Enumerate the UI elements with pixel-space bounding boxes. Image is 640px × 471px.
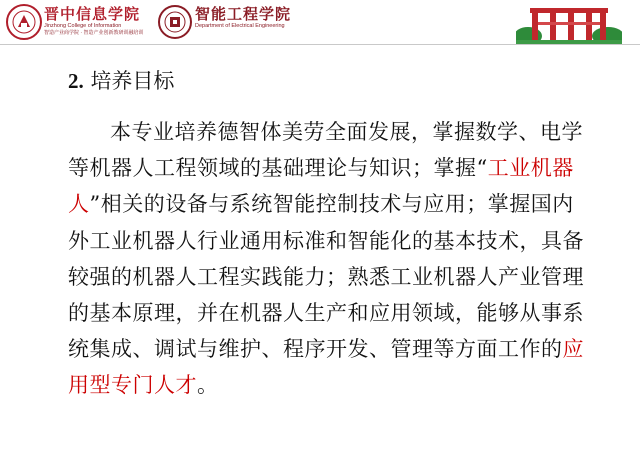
department-logo (195, 6, 305, 30)
paragraph-text-2: ”相关的设备与系统智能控制技术与应用；掌握国内外工业机器人行业通用标准和智能化的基本技术，具备较强的机器人工程实践能力；熟悉工业机器人产业管理的基本原理，并在机器人生产和应用领域，能够从事系统集成、调试与维护、程序开发、管理等方面工作的 (68, 192, 584, 362)
highlight-industrial-robot: 工业机器人 (68, 156, 574, 217)
campus-building-illustration (516, 2, 622, 44)
college-seal-icon (5, 3, 43, 41)
training-objective-paragraph (68, 114, 584, 404)
college-name-en: Jinzhong College of Information (44, 23, 122, 29)
college-tagline: 智造产业商学院 · 智造产业创新教研训融培训 (44, 30, 144, 36)
highlight-applied-talent: 应用型专门人才 (68, 337, 584, 398)
section-heading (68, 67, 174, 95)
header-divider (0, 44, 640, 45)
college-logo (44, 6, 154, 36)
college-name-cn: 晋中信息学院 (44, 5, 141, 23)
header-bar (0, 0, 640, 44)
department-name-cn: 智能工程学院 (195, 5, 292, 23)
department-seal-icon (157, 4, 193, 40)
section-number: 2. (68, 69, 84, 93)
section-title: 培养目标 (90, 69, 175, 93)
paragraph-text-3: 。 (197, 373, 219, 398)
department-name-en: Department of Electrical Engineering (195, 23, 285, 29)
paragraph-text-1: 本专业培养德智体美劳全面发展，掌握数学、电学等机器人工程领域的基础理论与知识；掌握“ (68, 120, 583, 181)
